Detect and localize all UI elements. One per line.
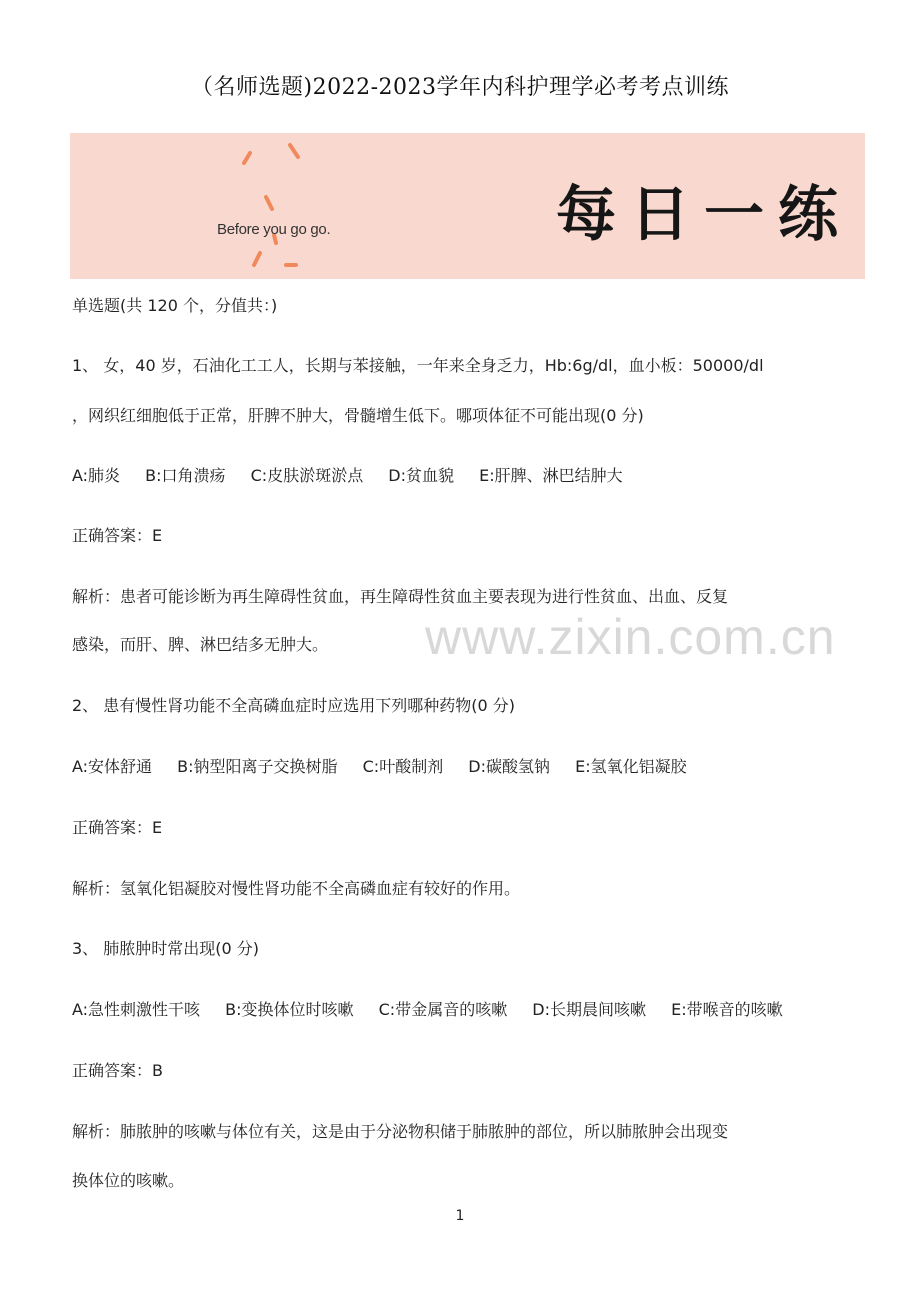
option-c: C:带金属音的咳嗽 (378, 1000, 508, 1019)
question-2-stem: 2、 患有慢性肾功能不全高磷血症时应选用下列哪种药物(0 分) (72, 696, 516, 715)
watermark: www.zixin.com.cn (425, 609, 836, 665)
option-d: D:碳酸氢钠 (468, 757, 551, 776)
question-3-options (72, 997, 862, 1020)
banner-tagline: Before you go go. (217, 221, 331, 238)
question-2-answer: 正确答案：E (72, 818, 163, 837)
option-b: B:变换体位时咳嗽 (225, 1000, 354, 1019)
option-a: A:安体舒通 (72, 757, 153, 776)
option-b: B:钠型阳离子交换树脂 (177, 757, 338, 776)
question-1-options (72, 463, 862, 486)
question-3-analysis-line-1: 解析：肺脓肿的咳嗽与体位有关，这是由于分泌物积储于肺脓肿的部位，所以肺脓肿会出现变 (72, 1122, 729, 1141)
option-e: E:带喉音的咳嗽 (671, 1000, 783, 1019)
question-3-answer: 正确答案：B (72, 1061, 163, 1080)
question-1-analysis-line-2: 感染，而肝、脾、淋巴结多无肿大。 (72, 635, 329, 654)
section-header: 单选题(共 120 个，分值共：) (72, 296, 278, 315)
question-1-stem-line-2: ，网织红细胞低于正常，肝脾不肿大，骨髓增生低下。哪项体征不可能出现(0 分) (72, 406, 644, 425)
option-a: A:急性刺激性干咳 (72, 1000, 201, 1019)
option-e: E:氢氧化铝凝胶 (575, 757, 687, 776)
page-number: 1 (455, 1208, 465, 1224)
option-d: D:长期晨间咳嗽 (532, 1000, 647, 1019)
option-a: A:肺炎 (72, 466, 121, 485)
question-3-stem: 3、 肺脓肿时常出现(0 分) (72, 939, 260, 958)
banner-title: 每日一练 (556, 180, 852, 250)
question-2-options (72, 754, 862, 777)
option-d: D:贫血貌 (388, 466, 455, 485)
option-b: B:口角溃疡 (145, 466, 226, 485)
question-3-analysis-line-2: 换体位的咳嗽。 (72, 1171, 185, 1190)
question-1-answer: 正确答案：E (72, 526, 163, 545)
question-1-analysis-line-1: 解析：患者可能诊断为再生障碍性贫血，再生障碍性贫血主要表现为进行性贫血、出血、反复 (72, 587, 729, 606)
question-2-analysis: 解析：氢氧化铝凝胶对慢性肾功能不全高磷血症有较好的作用。 (72, 879, 521, 898)
page-title: （名师选题)2022-2023学年内科护理学必考考点训练 (191, 75, 729, 100)
question-1-stem-line-1: 1、 女，40 岁，石油化工工人，长期与苯接触，一年来全身乏力，Hb:6g/dl，血小板：50000/dl (72, 356, 764, 375)
option-c: C:叶酸制剂 (362, 757, 444, 776)
option-e: E:肝脾、淋巴结肿大 (479, 466, 623, 485)
option-c: C:皮肤淤斑淤点 (250, 466, 364, 485)
banner-image (70, 133, 865, 279)
